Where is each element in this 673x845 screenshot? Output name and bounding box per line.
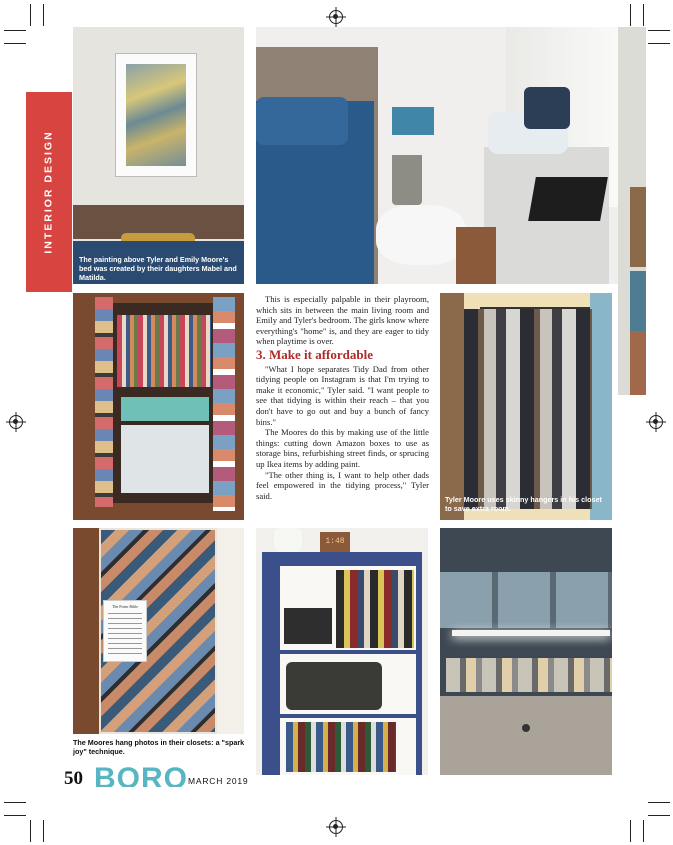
crop-mark [648, 43, 670, 44]
crop-mark [4, 802, 26, 803]
closet-door-left [440, 293, 464, 520]
side-strip-wood [630, 187, 646, 267]
middle-items [286, 662, 382, 710]
crop-mark [643, 4, 644, 26]
registration-mark-icon [329, 10, 343, 24]
registration-mark-icon [9, 415, 23, 429]
article-paragraph: The Moores do this by making use of the little things: cutting down Amazon boxes to use as storage bins, refurbishing street finds, or sprucing up Ikea items by adding paint. [256, 427, 429, 469]
shelf-middle [280, 650, 416, 654]
coats [464, 309, 592, 509]
article-paragraph: "What I hope separates Tidy Dad from other tidying people on Instagram is that I'm trying to make it economic," Tyler said. "I want people to see that tidying is within their reach – that you don't have to go out and buy a bunch of fancy bins." [256, 363, 429, 427]
side-strip-blue [630, 271, 646, 331]
white-bins [121, 425, 209, 493]
crop-mark [648, 815, 670, 816]
books-bottom [286, 722, 396, 772]
green-bins [121, 397, 209, 421]
crop-mark [630, 820, 631, 842]
article-subheading: 3. Make it affordable [256, 346, 373, 362]
grey-bins [440, 572, 612, 628]
photo-blue-bookcase [256, 528, 428, 775]
clock: 1:48 [320, 532, 350, 552]
wall-pocket [392, 107, 434, 135]
shelf-lower [280, 714, 416, 718]
drawer-handle [522, 724, 530, 732]
laptop [528, 177, 608, 221]
crop-mark [648, 802, 670, 803]
door-photos-right [213, 297, 235, 511]
crop-mark [648, 30, 670, 31]
crop-mark [4, 43, 26, 44]
crop-mark [43, 820, 44, 842]
closet-door-right [217, 528, 244, 734]
shelf-light [452, 630, 610, 636]
trash-bin [392, 155, 422, 205]
registration-mark-icon [329, 820, 343, 834]
photo-painting-above-bed [73, 27, 244, 284]
section-tab-label: INTERIOR DESIGN [43, 130, 55, 254]
article-body [256, 294, 429, 501]
section-tab-label-wrap [26, 92, 72, 292]
article-paragraph: "The other thing is, I want to help other dads feel empowered in the tidying process," Tyler said. [256, 469, 429, 501]
poem-sheet-title: The Poem Bible [112, 604, 138, 609]
wood-floor [456, 227, 496, 284]
painting-frame [115, 53, 197, 177]
caption-photos: The Moores hang photos in their closets: a "spark joy" technique. [73, 738, 245, 756]
issue-date: MARCH 2019 [188, 776, 249, 786]
photo-bedroom [256, 27, 629, 284]
photo-skinny-hangers [440, 293, 612, 520]
photo-storage-bins [440, 528, 612, 775]
painting-artwork [126, 64, 186, 166]
brand-logo: BORO [94, 763, 188, 787]
page-number: 50 [64, 768, 83, 789]
crop-mark [4, 30, 26, 31]
door-photos-left [95, 297, 113, 507]
crop-mark [43, 4, 44, 26]
crop-mark [4, 815, 26, 816]
sheepskin-rug [376, 205, 466, 265]
side-strip-lower [630, 331, 646, 395]
caption-hangers: Tyler Moore uses skinny hangers in his closet to save extra room. [445, 495, 602, 513]
bed-pillow [256, 97, 348, 145]
article-paragraph: This is especially palpable in their playroom, which sits in between the main living room and Emily and Tyler's bedroom. The girls know where everything's "home" is, and they are eager to tidy when playtime is over. [256, 294, 429, 347]
lamp [274, 528, 302, 552]
books-top [336, 570, 414, 648]
caption-painting: The painting above Tyler and Emily Moore's bed was created by their daughters Mabel and Matilda. [79, 255, 237, 282]
hanging-clothes [117, 315, 211, 387]
photo-closet-photos [73, 528, 244, 734]
crop-mark [30, 4, 31, 26]
poem-sheet-lines [108, 613, 142, 657]
crop-mark [630, 4, 631, 26]
poem-sheet [103, 600, 147, 662]
bird-figurines [284, 608, 332, 644]
photo-playroom-closet [73, 293, 244, 520]
dresser-drawer [440, 696, 612, 775]
crop-mark [643, 820, 644, 842]
photo-side-strip [618, 27, 646, 395]
crop-mark [30, 820, 31, 842]
registration-mark-icon [649, 415, 663, 429]
closet-wall-blue [590, 293, 612, 520]
dresser-top-items [446, 658, 612, 692]
map-pillow [524, 87, 570, 129]
